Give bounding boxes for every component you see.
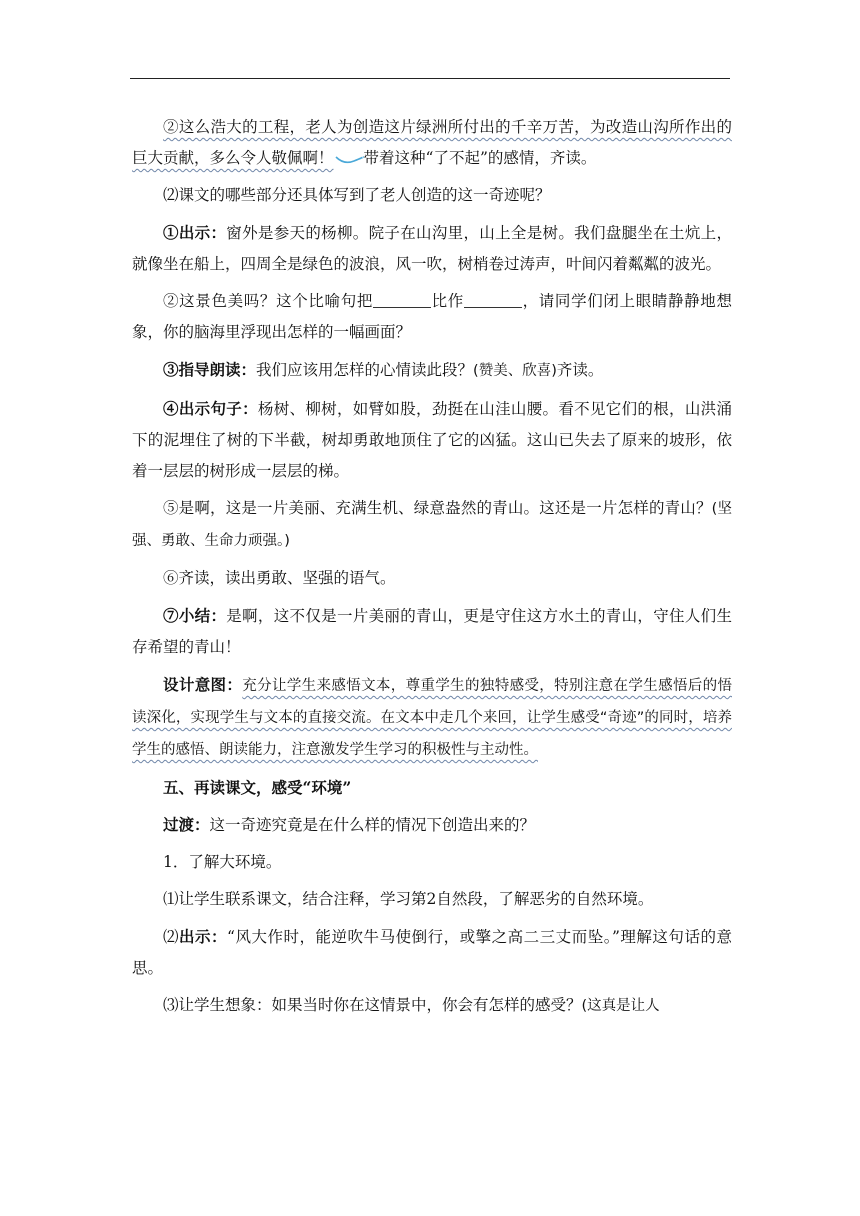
question-2: ⑵课文的哪些部分还具体写到了老人创造的这一奇迹呢？: [163, 186, 551, 204]
guide-end: 齐读。: [556, 361, 604, 379]
step-1-1: ⑴让学生联系课文，结合注释，学习第2自然段，了解恶劣的自然环境。: [163, 890, 654, 908]
prefix: ⑵: [163, 928, 180, 946]
section-heading: 五、再读课文，感受“环境”: [163, 778, 352, 797]
summary-text: 是啊，这不仅是一片美丽的青山，更是守住这方水土的青山，守住人们生存希望的青山！: [132, 607, 732, 656]
show-passage: [132, 217, 732, 280]
imagine-text: ⑶让学生想象：如果当时你在这情景中，你会有怎样的感受？: [163, 996, 582, 1014]
paragraph-reading: [132, 112, 732, 174]
label-summary: ⑦小结：: [163, 606, 227, 625]
label-show: ①出示：: [163, 223, 227, 242]
text-b: 比作: [431, 292, 464, 310]
design-intent: [132, 669, 732, 766]
label-sentence: ④出示句子：: [163, 399, 258, 418]
mountain-text: ⑤是啊，这是一片美丽、充满生机、绿意盎然的青山。这还是一片怎样的青山？: [163, 499, 712, 517]
blank-2: [464, 291, 522, 308]
underline-mark-icon: [334, 153, 364, 165]
read-aloud: ⑥齐读，读出勇敢、坚强的语气。: [163, 569, 396, 587]
text-c: ，请同学们闭上眼睛静静地想象，你的脑海里浮现出怎样的一幅画面？: [132, 292, 732, 341]
label-transition: 过渡：: [163, 815, 210, 834]
green-mountain: [132, 493, 732, 557]
guided-reading: [132, 354, 732, 387]
label-design: 设计意图：: [163, 675, 243, 694]
show-sentence: [132, 393, 732, 487]
paragraph-text: 带着这种“了不起”的感情，齐读。: [363, 149, 597, 167]
design-text: 充分让学生来感悟文本，尊重学生的独特感受，特别注意在学生感悟后的悟读深化，实现学生与文本的直接交流。在文本中走几个来回，让学生感受“奇迹”的同时，培养学生的感悟、朗读能力，注意激发学生学习的积极性与主动性。: [132, 678, 732, 758]
sentence-text: 杨树、柳树，如臂如股，劲挺在山洼山腰。看不见它们的根，山洪涌下的泥埋住了树的下半截，树却勇敢地顶住了它的凶猛。这山已失去了原来的坡形，依着一层层的树形成一层层的梯。: [132, 400, 732, 480]
step-1-2: [132, 921, 732, 984]
metaphor-question: [132, 286, 732, 348]
label-show-2: 出示：: [179, 927, 228, 946]
blank-1: [373, 291, 431, 308]
passage-text: 窗外是参天的杨柳。院子在山沟里，山上全是树。我们盘腿坐在土炕上，就像坐在船上，四周全是绿色的波浪，风一吹，树梢卷过涛声，叶间闪着粼粼的波光。: [132, 224, 732, 273]
summary: [132, 600, 732, 663]
guide-text: 我们应该用怎样的心情读此段？: [256, 361, 474, 379]
mountain-note: (坚强、勇敢、生命力顽强。): [132, 501, 732, 549]
transition: [132, 809, 732, 841]
document-body: [132, 112, 732, 1028]
step-1: 1．了解大环境。: [163, 853, 282, 871]
quote-text: “风大作时，能逆吹牛马使倒行，或擎之高二三丈而坠。”理解这句话的意思。: [132, 928, 732, 977]
step-1-3: [132, 990, 732, 1022]
header-rule: [130, 78, 730, 79]
imagine-note: (这真是让人: [581, 998, 660, 1014]
underlined-text: ②这么浩大的工程，老人为创造这片绿洲所付出的千辛万苦，为改造山沟所作出的巨大贡献，多么令人敬佩啊！: [132, 118, 732, 167]
transition-text: 这一奇迹究竟是在什么样的情况下创造出来的？: [209, 816, 536, 834]
guide-note: (赞美、欣喜): [473, 363, 557, 379]
label-guide: ③指导朗读：: [163, 360, 257, 379]
text-a: ②这景色美吗？这个比喻句把: [163, 292, 373, 310]
